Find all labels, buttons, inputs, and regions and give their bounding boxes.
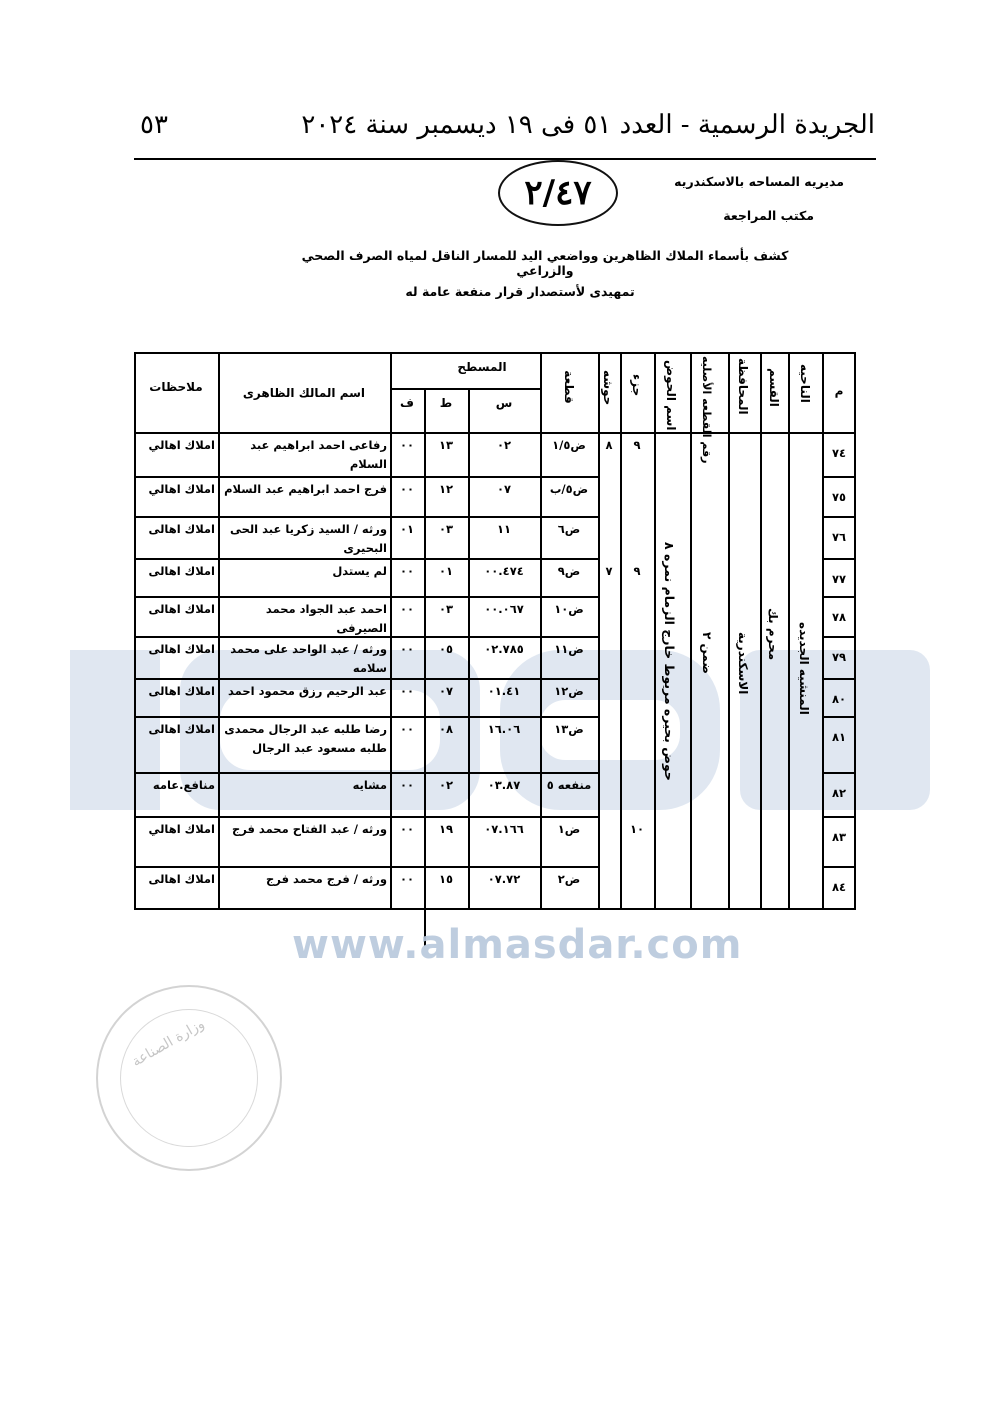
header-m: م — [834, 384, 844, 398]
office-name: مديريه المساحه بالاسكندريه — [674, 174, 844, 189]
cell-owner: مشايه — [352, 778, 387, 792]
cell-owner: ورثه / فرج محمد فرج — [266, 872, 387, 886]
area-header-line — [390, 388, 540, 390]
cell-juz — [623, 682, 651, 716]
cell-notes: املاك اهالى — [148, 602, 215, 616]
header-nahia: الناحيه — [798, 364, 812, 403]
office-subname: مكتب المراجعة — [723, 208, 814, 223]
row-line — [134, 558, 598, 560]
stamp-number: ٢/٤٧ — [524, 173, 592, 213]
col-line — [598, 352, 600, 910]
cell-t: ٠٣ — [438, 522, 454, 536]
cell-f: ٠٠ — [399, 778, 415, 792]
cell-s: ١١ — [496, 522, 512, 536]
cell-hawsha — [601, 520, 617, 558]
cell-m: ٧٥ — [831, 490, 847, 504]
cell-qitaa: ض٦ — [557, 522, 581, 536]
cell-f: ٠١ — [399, 522, 415, 536]
cell-juz — [623, 640, 651, 678]
document-title: كشف بأسماء الملاك الظاهرين وواضعي اليد للمسار الناقل لمياه الصرف الصحي والزراعي — [301, 248, 789, 278]
cell-f: ٠٠ — [399, 564, 415, 578]
cell-m: ٨٢ — [831, 786, 847, 800]
cell-s: ٠٧.٧٢ — [487, 872, 521, 886]
cell-owner: احمد عبد الجواد محمد الصيرفى — [265, 602, 387, 635]
cell-m: ٧٤ — [831, 446, 847, 460]
cell-notes: املاك اهالى — [148, 722, 215, 736]
cell-qitaa: ض١١ — [554, 642, 584, 656]
cell-t: ٠١ — [438, 564, 454, 578]
cell-f: ٠٠ — [399, 642, 415, 656]
cell-t: ١٢ — [438, 482, 454, 496]
cell-owner: ورثه / السيد زكريا عبد الحى البحيرى — [229, 522, 387, 555]
ministry-seal — [96, 985, 282, 1171]
row-line — [134, 596, 598, 598]
merged-muhafaza: الاسكندرية — [736, 632, 750, 695]
cell-s: ٠١.٤١ — [487, 684, 521, 698]
page-number: ٥٣ — [140, 110, 168, 140]
cell-s: ١٦.٠٦ — [487, 722, 521, 736]
cell-juz — [623, 720, 651, 772]
col-line — [788, 352, 790, 910]
cell-juz — [623, 600, 651, 636]
cell-s: ٠٧ — [496, 482, 512, 496]
cell-f: ٠٠ — [399, 822, 415, 836]
gazette-title: الجريدة الرسمية - العدد ٥١ فى ١٩ ديسمبر سنة ٢٠٢٤ — [301, 110, 875, 140]
document-subtitle: تمهيدى لأستصدار قرار منفعة عامة له — [405, 284, 635, 299]
cell-hawsha — [601, 820, 617, 866]
row-line — [134, 516, 598, 518]
cell-qitaa: ض١٣ — [554, 722, 584, 736]
col-line — [690, 352, 692, 910]
cell-f: ٠٠ — [399, 722, 415, 736]
header-bottom-line — [134, 432, 856, 434]
cell-owner: فرج احمد ابراهيم عبد السلام — [224, 482, 387, 496]
cell-m: ٧٦ — [831, 530, 847, 544]
cell-hawsha — [601, 776, 617, 816]
cell-owner: ورثه / عبد الفتاح محمد فرج — [231, 822, 387, 836]
owners-table — [134, 352, 856, 910]
col-line — [760, 352, 762, 910]
col-line — [390, 352, 392, 910]
cell-qitaa: ض٩ — [557, 564, 581, 578]
header-muhafaza: المحافظة — [736, 358, 750, 415]
col-line — [620, 352, 622, 910]
cell-hawsha — [601, 640, 617, 678]
cell-hawsha — [601, 682, 617, 716]
cell-s: ٠٠.٤٧٤ — [484, 564, 524, 578]
cell-owner: عبد الرحيم رزق محمود احمد — [228, 684, 387, 698]
header-f: ف — [400, 396, 414, 410]
cell-owner: ورثه / عبد الواحد على محمد سلامه — [230, 642, 387, 675]
cell-t: ٠٣ — [438, 602, 454, 616]
row-line — [134, 716, 598, 718]
col-line — [468, 388, 470, 910]
header-notes: ملاحظات — [149, 380, 203, 394]
cell-notes: املاك اهالي — [148, 822, 215, 836]
cell-hawsha — [601, 720, 617, 772]
cell-juz — [623, 870, 651, 910]
col-line — [424, 388, 426, 946]
merged-qism: محرم بك — [766, 608, 780, 661]
cell-hawsha — [601, 870, 617, 910]
cell-owner: لم يستدل — [332, 564, 387, 578]
header-area: المسطح — [457, 360, 507, 374]
cell-hawsha — [601, 480, 617, 516]
row-line — [134, 636, 598, 638]
cell-hawsha: ٧ — [605, 564, 613, 578]
header-hod: اسم الحوض — [664, 360, 678, 431]
header-s: س — [495, 396, 513, 410]
cell-juz — [623, 776, 651, 816]
cell-f: ٠٠ — [399, 602, 415, 616]
cell-owner: رضا طلبه عبد الرجال محمدى طلبه مسعود عبد الرجال — [224, 722, 387, 755]
col-line — [218, 352, 220, 910]
cell-m: ٧٩ — [831, 650, 847, 664]
cell-t: ١٥ — [438, 872, 454, 886]
cell-notes: املاك اهالى — [148, 564, 215, 578]
header-qitaa: قطعة — [562, 370, 576, 404]
cell-notes: منافع.عامه — [152, 778, 215, 792]
merged-nahia: المنشيه الجديده — [797, 622, 811, 715]
cell-t: ٠٨ — [438, 722, 454, 736]
handwritten-number-stamp — [498, 160, 618, 226]
header-owner: اسم المالك الظاهرى — [242, 386, 366, 400]
cell-notes: املاك اهالى — [148, 522, 215, 536]
cell-notes: املاك اهالى — [148, 684, 215, 698]
row-line — [134, 678, 598, 680]
cell-hawsha: ٨ — [605, 438, 613, 452]
cell-m: ٨٣ — [831, 830, 847, 844]
header-juz: جزء — [630, 374, 644, 397]
cell-f: ٠٠ — [399, 872, 415, 886]
cell-s: ٠٧.١٦٦ — [484, 822, 524, 836]
seal-text: وزارة الصناعة — [129, 1015, 208, 1071]
cell-m: ٨١ — [831, 730, 847, 744]
cell-f: ٠٠ — [399, 438, 415, 452]
header-hawsha: حوشه — [601, 370, 615, 406]
page-header — [140, 110, 875, 140]
cell-juz — [623, 520, 651, 558]
cell-qitaa: ض١٢ — [554, 684, 584, 698]
cell-qitaa: ض١٠ — [554, 602, 584, 616]
cell-juz: ٩ — [633, 564, 641, 578]
cell-t: ٠٥ — [438, 642, 454, 656]
cell-f: ٠٠ — [399, 482, 415, 496]
cell-juz — [623, 480, 651, 516]
cell-s: ٠٣.٨٧ — [487, 778, 521, 792]
merged-asliya: ضمن ٢ — [700, 632, 714, 674]
cell-notes: املاك اهالي — [148, 482, 215, 496]
cell-s: ٠٢.٧٨٥ — [484, 642, 524, 656]
cell-notes: املاك اهالى — [148, 872, 215, 886]
header-t: ط — [439, 396, 453, 410]
cell-qitaa: ض٢ — [557, 872, 581, 886]
cell-s: ٠٠.٠٦٧ — [484, 602, 524, 616]
cell-t: ٠٧ — [438, 684, 454, 698]
header-rule — [134, 158, 876, 160]
cell-hawsha — [601, 600, 617, 636]
cell-f: ٠٠ — [399, 684, 415, 698]
row-line — [134, 866, 598, 868]
col-line — [654, 352, 656, 910]
cell-m: ٨٤ — [831, 880, 847, 894]
cell-qitaa: ض١ — [557, 822, 581, 836]
cell-m: ٨٠ — [831, 692, 847, 706]
header-asliya: رقم القطعه الأصليه — [700, 356, 713, 464]
cell-t: ١٣ — [438, 438, 454, 452]
cell-juz: ١٠ — [629, 822, 645, 836]
col-line — [728, 352, 730, 910]
cell-s: ٠٢ — [496, 438, 512, 452]
cell-t: ١٩ — [438, 822, 454, 836]
cell-notes: املاك اهالي — [148, 438, 215, 452]
col-line — [540, 352, 542, 910]
cell-notes: املاك اهالى — [148, 642, 215, 656]
cell-owner: رفاعى احمد ابراهيم عبد السلام — [250, 438, 387, 471]
cell-qitaa: ض٥/ب — [549, 482, 589, 496]
col-line — [822, 352, 824, 910]
watermark-site: www.almasdar.com — [292, 922, 743, 968]
merged-hod: حوض بحيره مريوط خارج الزمام نمره ٨ — [662, 542, 677, 781]
cell-m: ٧٨ — [831, 610, 847, 624]
row-line — [134, 476, 598, 478]
cell-qitaa: منفعه ٥ — [546, 778, 592, 792]
cell-t: ٠٢ — [438, 778, 454, 792]
cell-qitaa: ض١/٥ — [552, 438, 586, 452]
cell-m: ٧٧ — [831, 572, 847, 586]
row-line — [134, 816, 598, 818]
cell-juz: ٩ — [633, 438, 641, 452]
header-qism: القسم — [767, 368, 781, 407]
row-line — [134, 772, 598, 774]
